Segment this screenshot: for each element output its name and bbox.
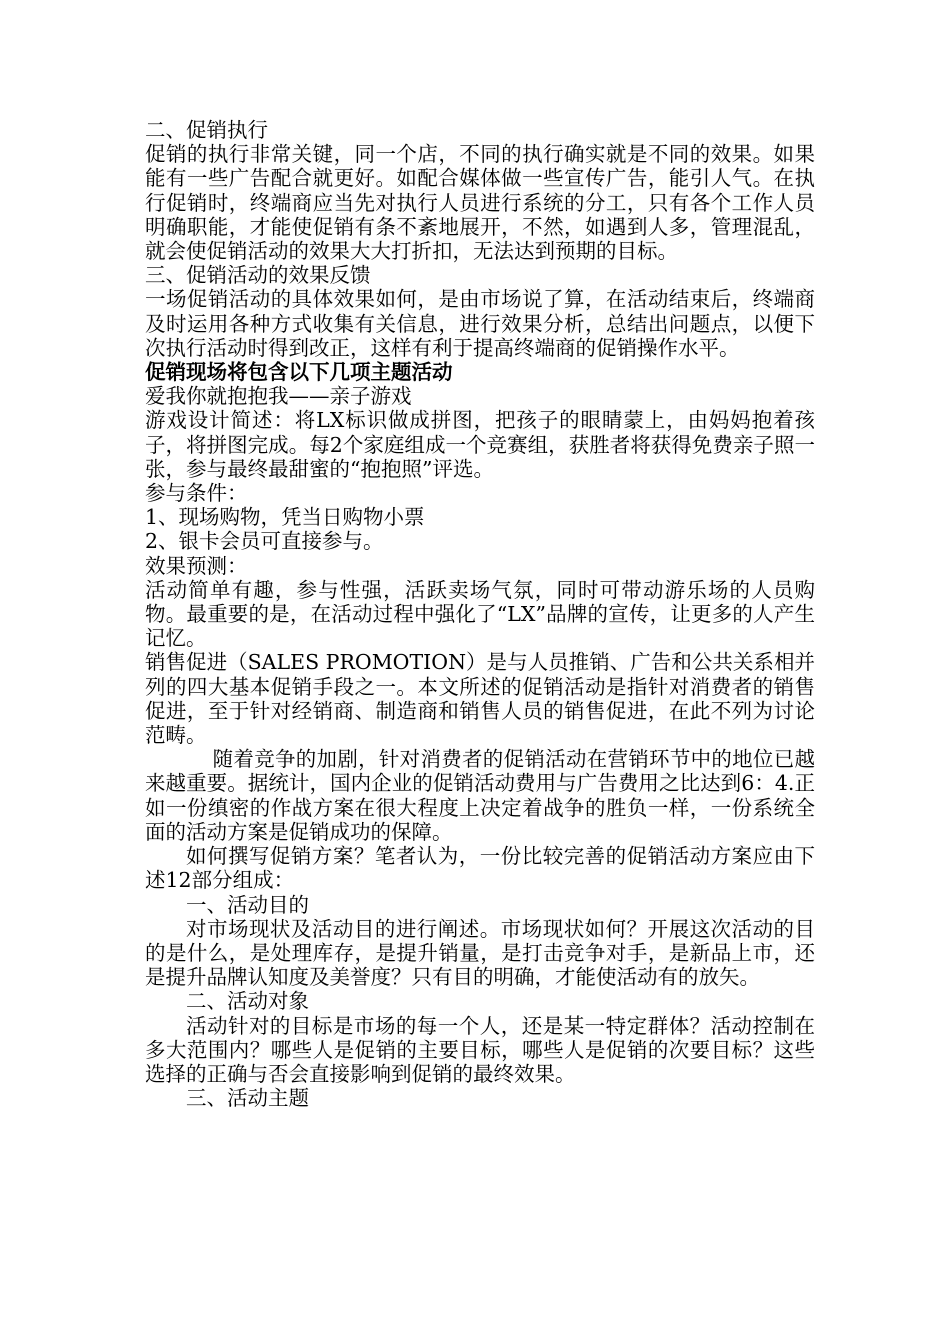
list-item: 2、银卡会员可直接参与。: [145, 529, 384, 554]
body-paragraph: 随着竞争的加剧，针对消费者的促销活动在营销环节中的地位已越来越重要。据统计，国内企业的促销活动费用与广告费用之比达到6：4.正如一份缜密的作战方案在很大程度上决定着战争的胜负一样，一份系统全面的活动方案是促销成功的保障。: [145, 747, 815, 844]
body-paragraph: 游戏设计简述：将LX标识做成拼图，把孩子的眼睛蒙上，由妈妈抱着孩子，将拼图完成。每2个家庭组成一个竞赛组，获胜者将获得免费亲子照一张，参与最终最甜蜜的“抱抱照”评选。: [145, 408, 815, 481]
section-heading: 一、活动目的: [186, 892, 309, 917]
body-paragraph: 一场促销活动的具体效果如何，是由市场说了算，在活动结束后，终端商及时运用各种方式收集有关信息，进行效果分析，总结出问题点，以便下次执行活动时得到改正，这样有利于提高终端商的促销操作水平。: [145, 287, 815, 360]
section-heading: 三、促销活动的效果反馈: [145, 263, 371, 288]
body-paragraph: 促销的执行非常关键，同一个店，不同的执行确实就是不同的效果。如果能有一些广告配合就更好。如配合媒体做一些宣传广告，能引人气。在执行促销时，终端商应当先对执行人员进行系统的分工，只有各个工作人员明确职能，才能使促销有条不紊地展开，不然，如遇到人多，管理混乱，就会使促销活动的效果大大打折扣，无法达到预期的目标。: [145, 142, 815, 264]
body-paragraph: 对市场现状及活动目的进行阐述。市场现状如何？开展这次活动的目的是什么，是处理库存，是提升销量，是打击竞争对手，是新品上市，还是提升品牌认知度及美誉度？只有目的明确，才能使活动有的放矢。: [145, 916, 815, 990]
document-page: [145, 118, 815, 1110]
activity-title: 爱我你就抱抱我——亲子游戏: [145, 384, 412, 409]
section-heading: 二、活动对象: [186, 989, 309, 1014]
body-paragraph: 如何撰写促销方案？笔者认为，一份比较完善的促销活动方案应由下述12部分组成：: [145, 844, 815, 893]
body-paragraph: 活动针对的目标是市场的每一个人，还是某一特定群体？活动控制在多大范围内？哪些人是促销的主要目标，哪些人是促销的次要目标？这些选择的正确与否会直接影响到促销的最终效果。: [145, 1013, 815, 1086]
body-paragraph: 活动简单有趣，参与性强，活跃卖场气氛，同时可带动游乐场的人员购物。最重要的是，在活动过程中强化了“LX”品牌的宣传，让更多的人产生记忆。: [145, 577, 815, 651]
section-heading: 三、活动主题: [186, 1086, 309, 1111]
section-heading: 二、促销执行: [145, 118, 268, 142]
label-line: 效果预测：: [145, 553, 248, 578]
body-paragraph: 销售促进（SALES PROMOTION）是与人员推销、广告和公共关系相并列的四大基本促销手段之一。本文所述的促销活动是指针对消费者的销售促进，至于针对经销商、制造商和销售人员的销售促进，在此不列为讨论范畴。: [145, 650, 815, 748]
label-line: 参与条件：: [145, 481, 248, 506]
bold-heading: 促销现场将包含以下几项主题活动: [145, 360, 453, 385]
list-item: 1、现场购物，凭当日购物小票: [145, 505, 425, 530]
